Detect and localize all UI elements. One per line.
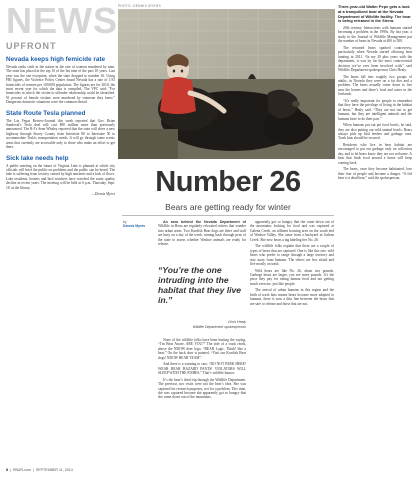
- divider: [122, 215, 334, 216]
- pull-quote-attribution: [180, 320, 246, 329]
- article-headline: State Route Tesla planned: [6, 109, 86, 117]
- byline-author: Dennis Myers: [123, 224, 146, 229]
- paragraph: It’s the bear’s third trip through the Wildlife Department. The previous two visits were not the bear’s idea. She was captured for research purposes, not for a problem. This time, she was captured because she apparently got so hungry that she came down out of the mountains.: [158, 377, 246, 400]
- section-label: UPFRONT: [6, 41, 57, 51]
- article-body: The Las Vegas Review-Journal this week reported that Gov. Brian Sandoval's Tesla deal will cost $90 million more than previously announced. The R-J's Sean Whaley reported that the state will drive a new highway through Storey County from Interstate 80 to Interstate 50 to accommodate Tesla's transportation needs. It will go through some scenic areas that currently are accessible only to those who make an effort to get there.: [6, 118, 115, 150]
- feature-continuation-column: [338, 26, 412, 183]
- paragraph: Wild bears are like No. 26, about two pounds. Garbage bears are larger, you see more pounds. It’s the price they pay for eating human food and not getting much exercise, just like people.: [250, 268, 334, 286]
- paragraph: The bears fall into roughly two groups of adults, in Nevada they were on a fat diet and a problem. The bears actually come down to live near the homes and there’s food and water in the lowlands.: [338, 74, 412, 97]
- photo-credit: PHOTO: DENNIS MYERS: [118, 4, 162, 8]
- site-name: RN&R.com: [12, 468, 31, 472]
- page-footer: 8 | RN&R.com | SEPTEMBER 11, 2014: [6, 468, 73, 472]
- paragraph: Residents who live in bear habitat are encouraged to put out garbage only on collection day, and to let bears know they are not welcome. A bear that finds food around a home will keep coming back.: [338, 142, 412, 165]
- paragraph: 20th century. Interactions with humans started becoming a problem in the 1990s. By last year, a study in the Journal of Wildlife Management put the number of bears in Nevada at 400 to 500.: [338, 26, 412, 44]
- feature-column-2: [158, 338, 246, 402]
- article-headline: Nevada keeps high femicide rate: [6, 56, 106, 63]
- feature-column-3: [250, 220, 334, 308]
- feature-title: Number 26: [155, 166, 301, 198]
- paragraph: And there is a warning to cars: “DO NOT PARK HERE! WEAR BEAR HAZARD PANTS! VIOLATORS WILL SLEEP WITH THE FISHES.” That’s wildlife humor.: [158, 362, 246, 376]
- photo-caption: Three-year-old Walter Pepe gets a look at a tranquilized bear at the Nevada Department of Wildlife facility. The bear is being released in the Sierra.: [338, 4, 411, 24]
- masthead: NEWS: [6, 0, 118, 41]
- article-headline: Sick lake needs help: [6, 154, 69, 162]
- byline-prefix: by: [123, 220, 127, 224]
- paragraph: When humans put out pet food bowls, he said, they are also putting out wild animal bowls. Bears always pick up bird feeders and garbage cans. Trash bins should be secured.: [338, 123, 412, 141]
- article-signature: —Dennis Myers: [91, 191, 115, 196]
- feature-column-1: [158, 220, 246, 249]
- paragraph: None of the wildlife folks have been hurting the saying, “I’m Bear Aware, ARE YOU?” The side of a truck reads, above the NDOW deer logo, “BEAR Logic. Think! like a bear.” On the back door is painted, “Visit our Kurdish Bear dogs! NDOW BEAR TEAM”.: [158, 338, 246, 360]
- bear-photo-illustration: [118, 9, 335, 159]
- pull-quote: “You’re the one intruding into the habitat that they live in.”: [158, 265, 242, 305]
- issue-date: SEPTEMBER 11, 2014: [35, 468, 73, 472]
- paragraph-text: Wildlife in Reno are regularly relocated critters that wander into urban areas. Two Kurdish Bear dogs are there and staff are busy on a day of the week, turning back through pens of the state to assess whether Washoe animals are ready for release.: [158, 224, 246, 247]
- feature-subtitle: Bears are getting ready for winter: [165, 202, 291, 212]
- page-number: 8: [6, 468, 8, 472]
- paragraph: apparently got so hungry that she came down out of the mountains looking for food and was captured at Galena Creek, an affluent housing area on the south end of Washoe Valley. She came from a backyard in Galena Creek. She now bears a tag labeling her No. 26.: [250, 220, 334, 242]
- article-body: Nevada ranks sixth in the nation in the rate of women murdered by men. The state has placed in the top 10 of the list nine of the past 10 years. Last year was the one exception, when the state dropped to number 16. Using FBI figures, the Violence Policy Center found Nevada has a rate of 1.93 homicides of women per 100,000 population. The figures are for 2010, the most recent year for which the data is compiled. The VPC said: "For homicides in which the victim to offender relationship could be identified, 91 percent of female victims were murdered by someone they knew." Dangerous domestic situations were the common thread.: [6, 65, 115, 105]
- paragraph: The returned bears sparked controversy, particularly when Nevada started allowing bear hunting in 2011. “In my 20 plus years with the department, it was by far the most controversial decision we’ve ever been involved with,” said Wildlife Department spokesperson Chris Healy.: [338, 45, 412, 73]
- byline: [123, 220, 153, 228]
- paragraph: The bears, once they become habituated, lose their fear of people and become a danger. “A fed bear is a dead bear,” said the spokesperson.: [338, 167, 412, 181]
- lead-in: An area behind the Nevada Department of: [163, 220, 246, 224]
- paragraph: [158, 220, 246, 247]
- paragraph: The arrival of urban humans in this region and the birth of trash bins means bears become more adapted to humans, there is now a thin line between the bears that are safe to release and those that are not.: [250, 288, 334, 306]
- paragraph: “It’s really important for people to remember that they have the privilege of living in the habitat of bears,” Healy said. “They are not out to get humans, but they are intelligent animals and the humans have to do their part.”: [338, 98, 412, 121]
- paragraph: The wildlife folks explain that there are a couple of types of bears that are captured. One is like this one, wild bears who prefer to range through a large territory and stay away from humans. The others are less afraid and live mostly on trash.: [250, 244, 334, 267]
- feature-photo: [118, 9, 335, 159]
- left-column: [6, 0, 118, 470]
- article-body: A public meeting on the future of Virginia Lake is planned at which city officials will brief the public on problems and the public can be heard. The lake is suffering from toxicity caused by high nutrients and a lack of flows. Lake residents, boaters and bird watchers have watched the water quality decline in recent years. The meeting will be held at 6 p.m. Thursday, Sept. 18, at the library.: [6, 163, 115, 190]
- attribution-text: Chris Healy Wildlife Department spokesperson: [192, 320, 246, 329]
